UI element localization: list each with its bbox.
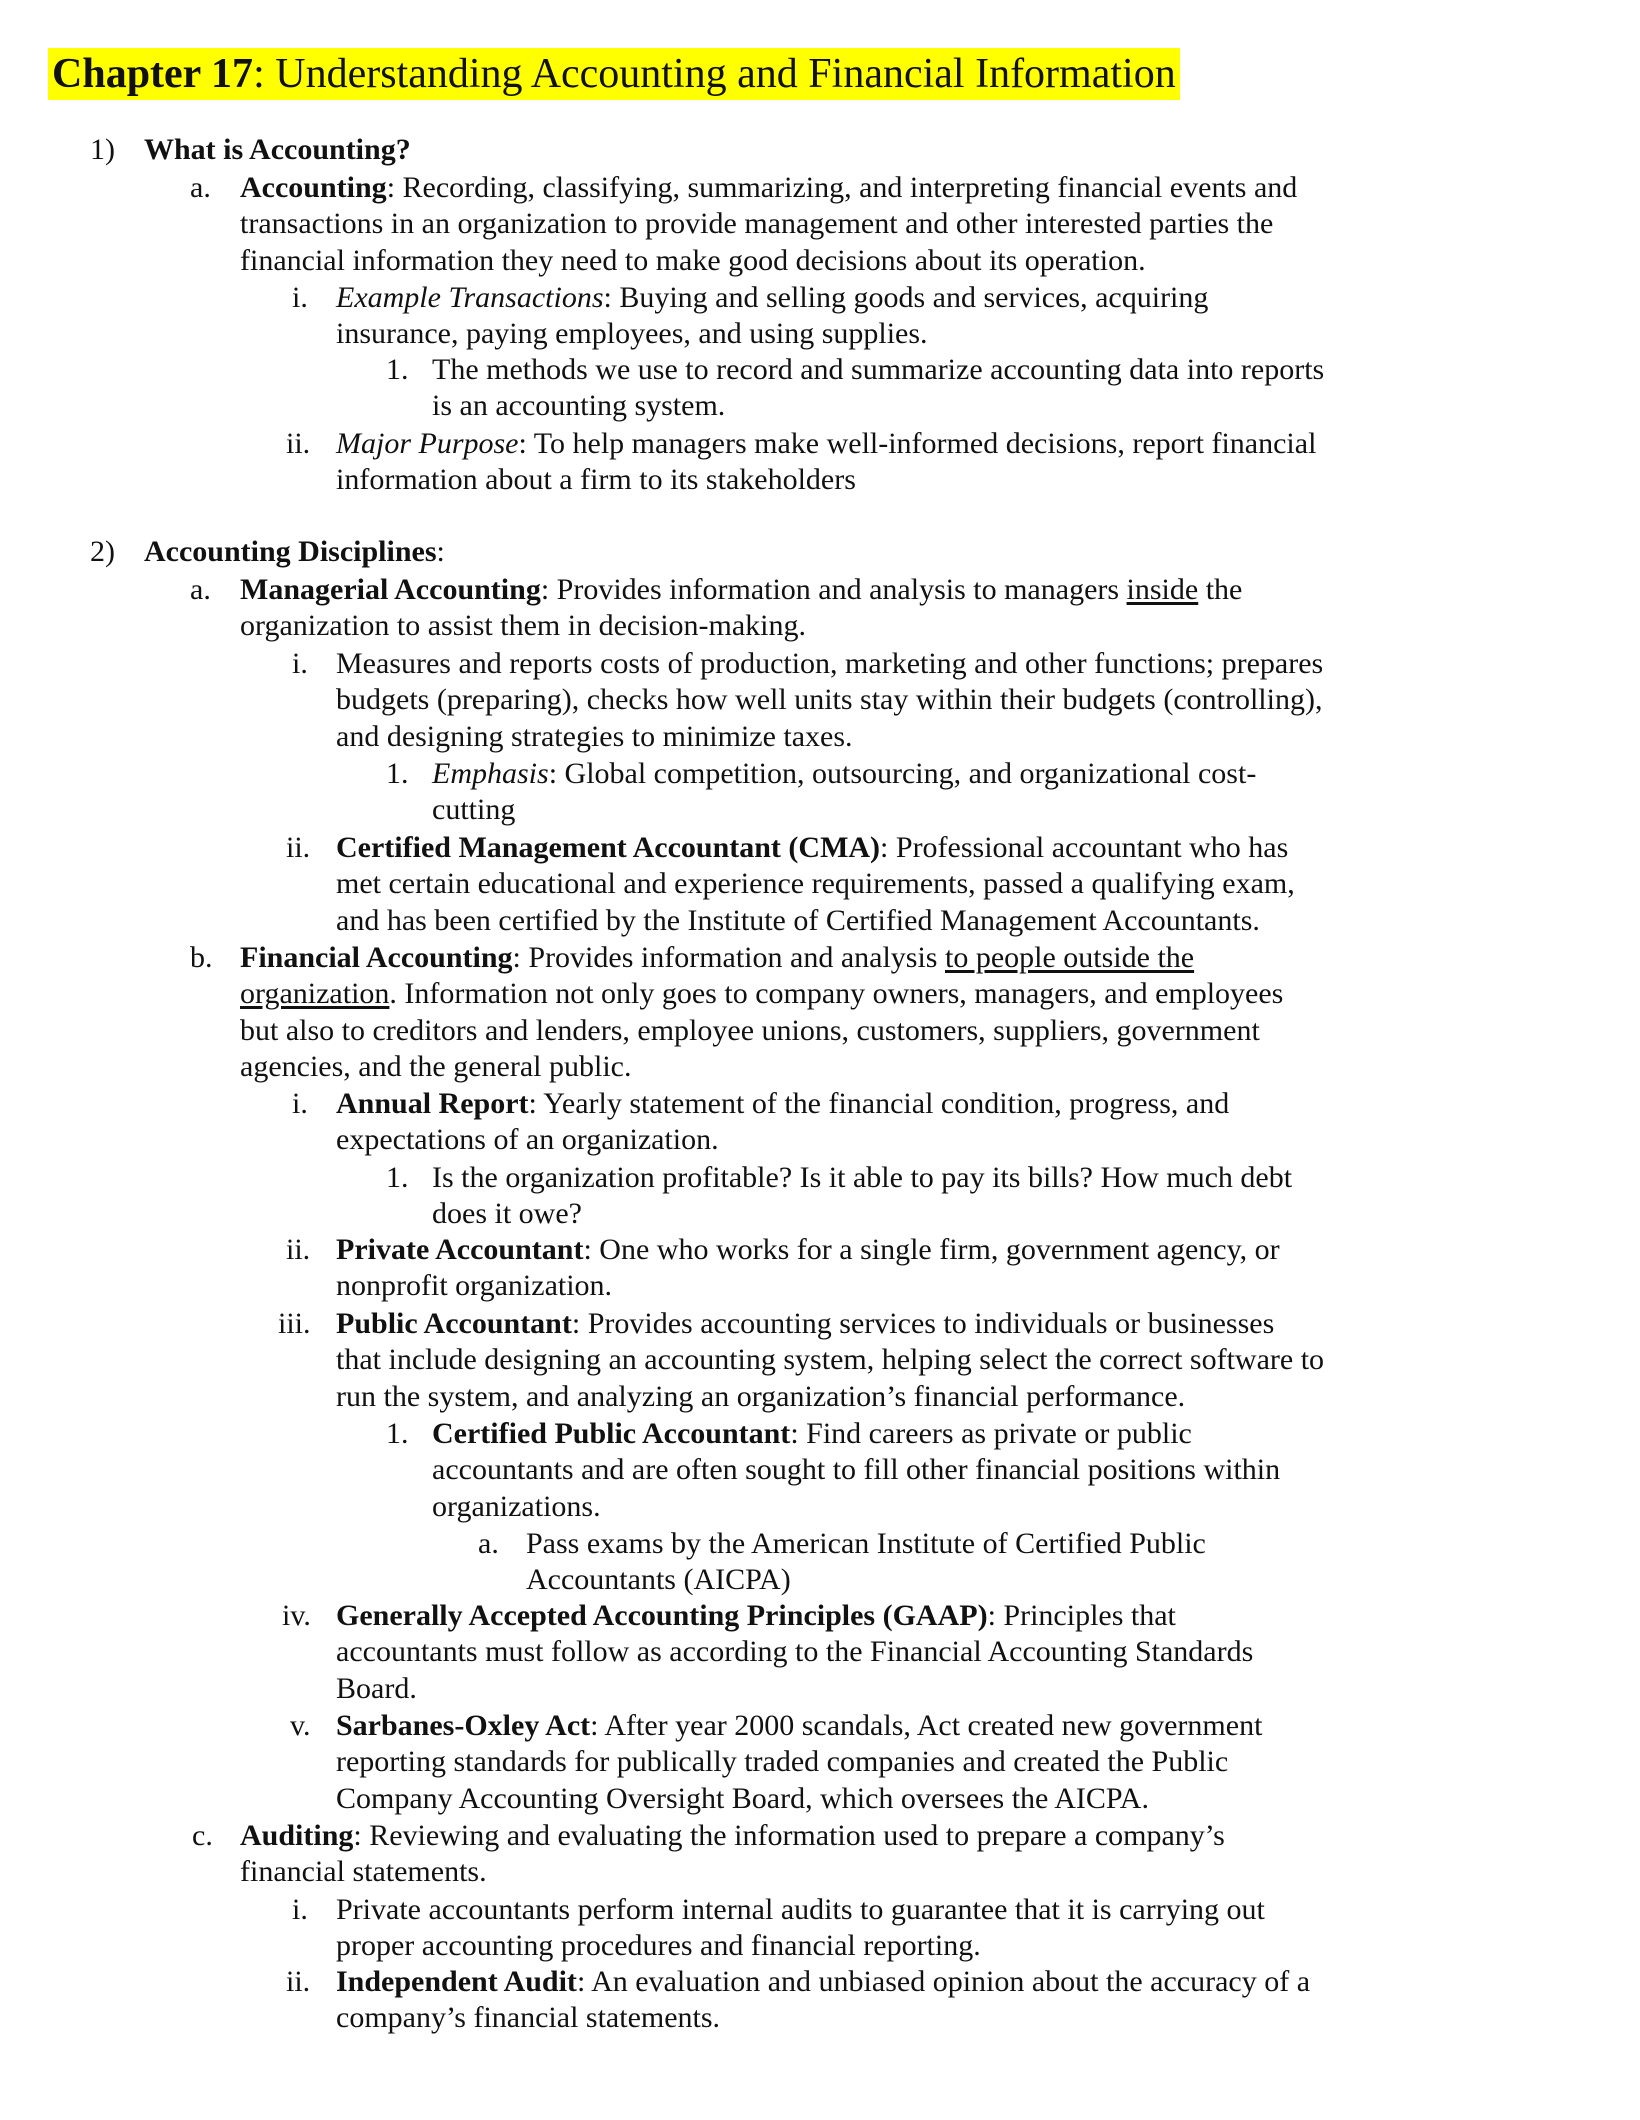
s2-b-iv-text: Generally Accepted Accounting Principles (GAAP): Principles that accountants must follow as according to the Financial Accounting Standards Board. bbox=[336, 1599, 1254, 1705]
s2-a-ii-marker: ii. bbox=[286, 831, 311, 864]
s2-a-marker: a. bbox=[190, 573, 211, 606]
s2-c-i-marker: i. bbox=[292, 1893, 308, 1926]
s2-b-marker: b. bbox=[190, 941, 213, 974]
section-2-marker: 2) bbox=[90, 535, 115, 568]
s1-a-i-1-marker: 1. bbox=[386, 353, 409, 386]
s1-a-i-1-text: The methods we use to record and summarize accounting data into reports is an accounting system. bbox=[432, 353, 1325, 423]
s2-b-i-1-text: Is the organization profitable? Is it able to pay its bills? How much debt does it owe? bbox=[432, 1161, 1293, 1231]
s2-b-iii-marker: iii. bbox=[278, 1307, 311, 1340]
s1-a-marker: a. bbox=[190, 171, 211, 204]
chapter-number: Chapter 17 bbox=[52, 51, 254, 97]
s2-c-i-text: Private accountants perform internal audits to guarantee that it is carrying out proper accounting procedures and financial reporting. bbox=[336, 1893, 1265, 1963]
s2-b-iii-text: Public Accountant: Provides accounting services to individuals or businesses that include designing an accounting system, helping select the correct software to run the system, and analyzing an organization’s financial performance. bbox=[336, 1307, 1325, 1413]
s2-c-ii-text: Independent Audit: An evaluation and unbiased opinion about the accuracy of a company’s financial statements. bbox=[336, 1965, 1311, 2035]
s2-a-definition: Managerial Accounting: Provides information and analysis to managers inside the organization to assist them in decision-making. bbox=[240, 573, 1243, 643]
s2-b-iii-1-a-marker: a. bbox=[478, 1527, 499, 1560]
s2-c-ii-marker: ii. bbox=[286, 1965, 311, 1998]
s1-a-ii-marker: ii. bbox=[286, 427, 311, 460]
s2-b-iii-1-a-text: Pass exams by the American Institute of Certified Public Accountants (AICPA) bbox=[526, 1527, 1206, 1597]
section-1-marker: 1) bbox=[90, 133, 115, 166]
s2-c-marker: c. bbox=[192, 1819, 213, 1852]
s2-a-i-marker: i. bbox=[292, 647, 308, 680]
section-1-heading: What is Accounting? bbox=[144, 133, 411, 166]
s2-b-i-1-marker: 1. bbox=[386, 1161, 409, 1194]
section-2-heading: Accounting Disciplines: bbox=[144, 535, 445, 568]
s2-b-i-text: Annual Report: Yearly statement of the financial condition, progress, and expectations of an organization. bbox=[336, 1087, 1230, 1157]
s2-a-ii-text: Certified Management Accountant (CMA): Professional accountant who has met certain educational and experience requirements, passed a qualifying exam, and has been certified by the Institute of Certified Management Accountants. bbox=[336, 831, 1295, 937]
s2-a-i-1-marker: 1. bbox=[386, 757, 409, 790]
s1-a-i-text: Example Transactions: Buying and selling goods and services, acquiring insurance, paying employees, and using supplies. bbox=[336, 281, 1209, 351]
s2-c-definition: Auditing: Reviewing and evaluating the information used to prepare a company’s financial statements. bbox=[240, 1819, 1225, 1889]
s2-b-v-text: Sarbanes-Oxley Act: After year 2000 scandals, Act created new government reporting standards for publically traded companies and created the Public Company Accounting Oversight Board, which oversees the AICPA. bbox=[336, 1709, 1263, 1815]
s1-a-ii-text: Major Purpose: To help managers make well-informed decisions, report financial information about a firm to its stakeholders bbox=[336, 427, 1317, 497]
s2-b-i-marker: i. bbox=[292, 1087, 308, 1120]
chapter-title-text: : Understanding Accounting and Financial Information bbox=[253, 51, 1176, 97]
s2-b-iii-1-marker: 1. bbox=[386, 1417, 409, 1450]
s1-a-i-marker: i. bbox=[292, 281, 308, 314]
s2-b-ii-text: Private Accountant: One who works for a single firm, government agency, or nonprofit organization. bbox=[336, 1233, 1280, 1303]
chapter-title bbox=[48, 48, 1180, 100]
s2-b-definition: Financial Accounting: Provides information and analysis to people outside the organization. Information not only goes to company owners, managers, and employees but also to creditors and lenders, employee unions, customers, suppliers, government agencies, and the general public. bbox=[240, 941, 1284, 1084]
s2-a-i-text: Measures and reports costs of production, marketing and other functions; prepares budgets (preparing), checks how well units stay within their budgets (controlling), and designing strategies to minimize taxes. bbox=[336, 647, 1324, 753]
s2-a-i-1-text: Emphasis: Global competition, outsourcing, and organizational cost- cutting bbox=[432, 757, 1257, 827]
s2-b-ii-marker: ii. bbox=[286, 1233, 311, 1266]
s2-b-iv-marker: iv. bbox=[282, 1599, 311, 1632]
s2-b-v-marker: v. bbox=[290, 1709, 311, 1742]
s1-a-definition: Accounting: Recording, classifying, summarizing, and interpreting financial events and transactions in an organization to provide management and other interested parties the financial information they need to make good decisions about its operation. bbox=[240, 171, 1298, 277]
s2-b-iii-1-text: Certified Public Accountant: Find careers as private or public accountants and are often sought to fill other financial positions within organizations. bbox=[432, 1417, 1281, 1523]
